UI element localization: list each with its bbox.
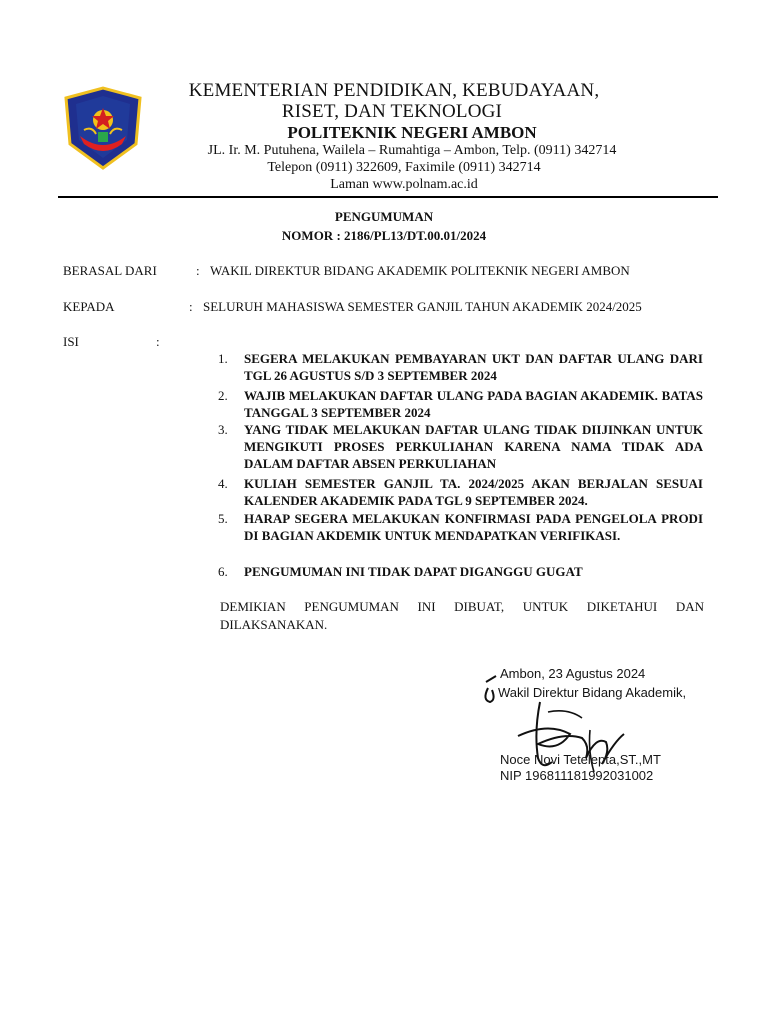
signature-position: Wakil Direktur Bidang Akademik, bbox=[498, 685, 687, 700]
header-divider bbox=[58, 196, 718, 198]
content-label: ISI bbox=[63, 334, 79, 349]
institution-phone: Telepon (0911) 322609, Faximile (0911) 342714 bbox=[267, 160, 541, 175]
signature-place-date: Ambon, 23 Agustus 2024 bbox=[500, 666, 646, 681]
list-item bbox=[218, 387, 703, 421]
list-item-number: 1. bbox=[218, 351, 228, 366]
to-label: KEPADA bbox=[63, 299, 115, 314]
list-item-number: 3. bbox=[218, 422, 228, 437]
signature-nip: NIP 196811181992031002 bbox=[500, 768, 654, 783]
from-label: BERASAL DARI bbox=[63, 263, 157, 278]
ministry-line-2: RISET, DAN TEKNOLOGI bbox=[281, 101, 503, 122]
announcement-title: PENGUMUMAN bbox=[334, 209, 434, 224]
to-separator: : bbox=[189, 299, 193, 314]
signature-name: Noce Novi Tetelepta,ST.,MT bbox=[500, 752, 661, 767]
announcement-number: NOMOR : 2186/PL13/DT.00.01/2024 bbox=[281, 228, 487, 243]
content-separator: : bbox=[156, 334, 160, 349]
list-item bbox=[218, 350, 703, 384]
list-item-number: 6. bbox=[218, 564, 228, 579]
institution-address: JL. Ir. M. Putuhena, Wailela – Rumahtiga – Ambon, Telp. (0911) 342714 bbox=[207, 143, 617, 158]
closing-paragraph: DEMIKIAN PENGUMUMAN INI DIBUAT, UNTUK DIKETAHUI DAN DILAKSANAKAN. bbox=[220, 599, 704, 632]
list-item bbox=[218, 421, 703, 472]
institution-name: POLITEKNIK NEGERI AMBON bbox=[287, 123, 537, 142]
list-item-text: KULIAH SEMESTER GANJIL TA. 2024/2025 AKAN BERJALAN SESUAI KALENDER AKADEMIK PADA TGL 9 SEPTEMBER 2024. bbox=[244, 476, 703, 508]
list-item bbox=[218, 563, 703, 580]
from-value: WAKIL DIREKTUR BIDANG AKADEMIK POLITEKNIK NEGERI AMBON bbox=[210, 263, 630, 278]
from-separator: : bbox=[196, 263, 200, 278]
list-item-text: YANG TIDAK MELAKUKAN DAFTAR ULANG TIDAK DIIJINKAN UNTUK MENGIKUTI PROSES PERKULIAHAN KARENA NAMA TIDAK ADA DALAM DAFTAR ABSEN PERKULIAHAN bbox=[244, 422, 703, 471]
list-item-text: HARAP SEGERA MELAKUKAN KONFIRMASI PADA PENGELOLA PRODI DI BAGIAN AKDEMIK UNTUK MENDAPATKAN VERIFIKASI. bbox=[244, 511, 703, 543]
list-item-text: SEGERA MELAKUKAN PEMBAYARAN UKT DAN DAFTAR ULANG DARI TGL 26 AGUSTUS S/D 3 SEPTEMBER 2024 bbox=[244, 351, 703, 383]
institution-website: Laman www.polnam.ac.id bbox=[330, 177, 478, 192]
list-item-number: 4. bbox=[218, 476, 228, 491]
list-item bbox=[218, 510, 703, 544]
list-item-number: 5. bbox=[218, 511, 228, 526]
list-item-text: PENGUMUMAN INI TIDAK DAPAT DIGANGGU GUGAT bbox=[244, 564, 583, 579]
list-item-number: 2. bbox=[218, 388, 228, 403]
list-item-text: WAJIB MELAKUKAN DAFTAR ULANG PADA BAGIAN AKADEMIK. BATAS TANGGAL 3 SEPTEMBER 2024 bbox=[244, 388, 703, 420]
to-value: SELURUH MAHASISWA SEMESTER GANJIL TAHUN AKADEMIK 2024/2025 bbox=[203, 299, 642, 314]
list-item bbox=[218, 475, 703, 509]
ministry-line-1: KEMENTERIAN PENDIDIKAN, KEBUDAYAAN, bbox=[188, 80, 600, 101]
